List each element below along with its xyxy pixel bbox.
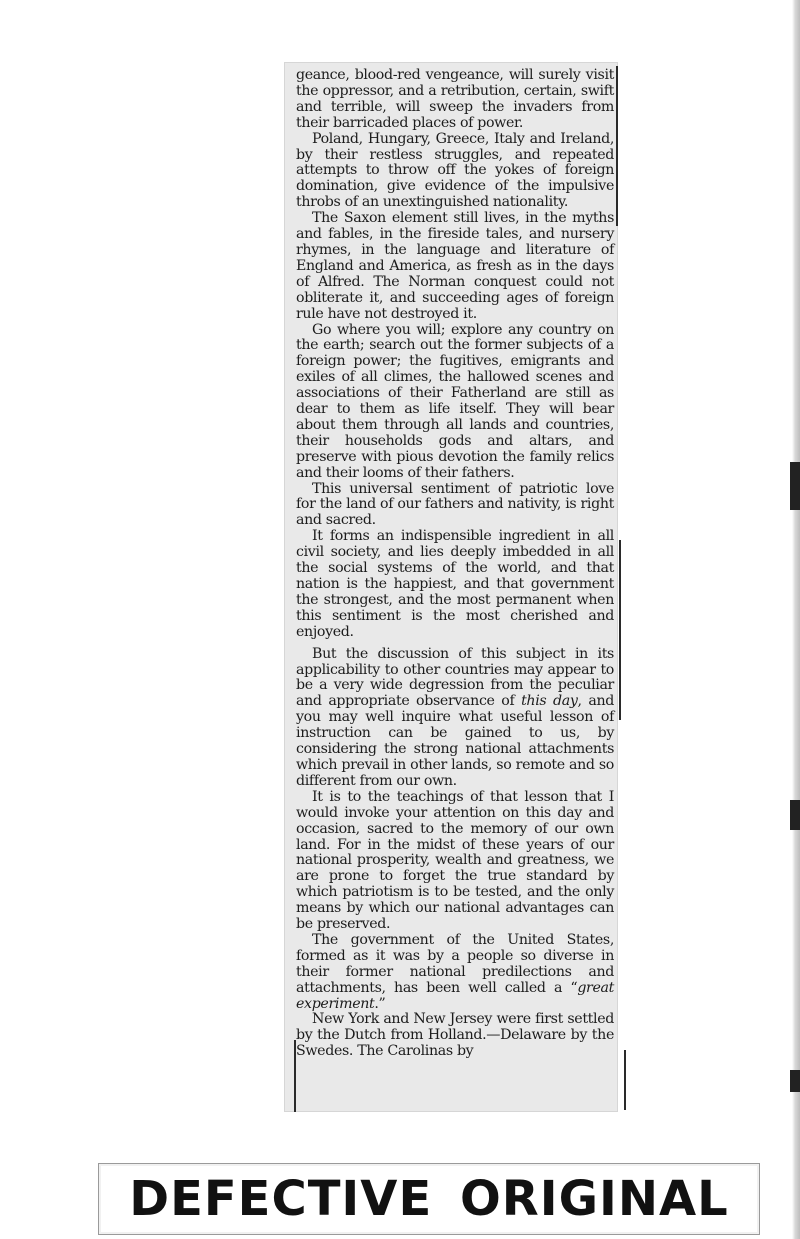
clipping-right-edge	[619, 540, 621, 720]
article-text	[296, 68, 614, 1060]
defective-original-stamp	[98, 1163, 760, 1235]
emphasis-text: great experiment	[296, 979, 614, 1012]
defective-original-label: DEFECTIVE ORIGINAL	[129, 1171, 729, 1227]
paragraph-text: The government of the United States, formed as it was by a people so diverse in their former national predilections and attachments, has been well called a “	[296, 931, 614, 996]
clipping-right-edge	[624, 1050, 626, 1110]
paragraph-text: .”	[374, 995, 386, 1012]
article-paragraph: It forms an indispensible ingredient in all civil society, and lies deeply imbedded in all the social systems of the world, and that nation is the happiest, and that government the strongest, and the most permanent when this sentiment is the most cherished and enjoyed.	[296, 528, 614, 640]
article-paragraph: geance, blood-red vengeance, will surely visit the oppressor, and a retribution, certain, swift and terrible, will sweep the invaders from their barricaded places of power.	[296, 67, 614, 131]
article-paragraph: New York and New Jersey were first settled by the Dutch from Holland.—Delaware by the Swedes. The Carolinas by	[296, 1011, 614, 1060]
edge-mark	[790, 462, 800, 510]
article-paragraph: This universal sentiment of patriotic love for the land of our fathers and nativity, is right and sacred.	[296, 480, 614, 529]
clipping-right-edge	[616, 66, 618, 226]
article-paragraph: Go where you will; explore any country on the earth; search out the former subjects of a foreign power; the fugitives, emigrants and exiles of all climes, the hallowed scenes and associations of their Fatherland are still as dear to them as life itself. They will bear about them through all lands and countries, their households gods and altars, and preserve with pious devotion the family relics and their looms of their fathers.	[296, 321, 614, 481]
paragraph-text: , and you may well inquire what useful lesson of instruction can be gained to us, by considering the strong national attachments which prevail in other lands, so remote and so different from our own.	[296, 693, 614, 789]
edge-mark	[790, 1070, 800, 1092]
paragraph-text: But the discussion of this subject in its applicability to other countries may appear to be a very wide degression from the peculiar and appropriate observance of	[296, 645, 614, 710]
edge-mark	[790, 800, 800, 830]
article-paragraph: The Saxon element still lives, in the myths and fables, in the fireside tales, and nursery rhymes, in the language and literature of England and America, as fresh as in the days of Alfred. The Norman conquest could not obliterate it, and succeeding ages of foreign rule have not destroyed it.	[296, 210, 614, 322]
article-paragraph: It is to the teachings of that lesson that I would invoke your attention on this day and occasion, sacred to the memory of our own land. For in the midst of these years of our national prosperity, wealth and greatness, we are prone to forget the true standard by which patriotism is to be tested, and the only means by which our national advantages can be preserved.	[296, 788, 614, 933]
article-paragraph	[296, 933, 614, 1013]
page-edge	[792, 0, 800, 1239]
article-paragraph: Poland, Hungary, Greece, Italy and Ireland, by their restless struggles, and repeated attempts to throw off the yokes of foreign domination, give evidence of the impulsive throbs of an unextinguished nationality.	[296, 130, 614, 211]
emphasis-text: this day	[521, 693, 578, 710]
article-paragraph	[296, 647, 614, 790]
